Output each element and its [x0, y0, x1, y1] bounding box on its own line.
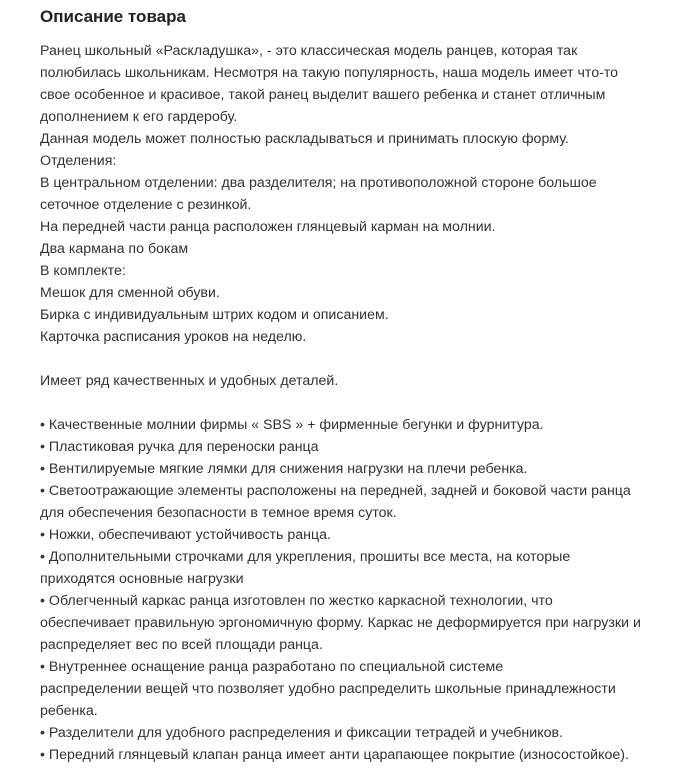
description-line: • Ножки, обеспечивают устойчивость ранца. [40, 527, 331, 543]
description-line: приходятся основные нагрузки [40, 571, 244, 587]
description-line: • Передний глянцевый клапан ранца имеет анти царапающее покрытие (износостойкое). [40, 747, 629, 763]
description-line: Два кармана по бокам [40, 241, 189, 257]
description-line: полюбилась школьникам. Несмотря на такую популярность, наша модель имеет что-то [40, 65, 619, 81]
description-line: • Качественные молнии фирмы « SBS » + фирменные бегунки и фурнитура. [40, 417, 544, 433]
description-line: • Дополнительными строчками для укрепления, прошиты все места, на которые [40, 549, 571, 565]
description-line: Мешок для сменной обуви. [40, 285, 220, 301]
description-line: Бирка с индивидуальным штрих кодом и описанием. [40, 307, 389, 323]
description-line: • Облегченный каркас ранца изготовлен по жестко каркасной технологии, что [40, 593, 553, 609]
description-line: обеспечивает правильную эргономичную форму. Каркас не деформируется при нагрузки и [40, 615, 641, 631]
description-line: распределяет вес по всей площади ранца. [40, 637, 323, 653]
description-line: • Светоотражающие элементы расположены на передней, задней и боковой части ранца [40, 483, 631, 499]
description-line: Карточка расписания уроков на неделю. [40, 329, 307, 345]
description-line: • Внутреннее оснащение ранца разработано по специальной системе [40, 659, 504, 675]
description-line: ребенка. [40, 703, 98, 719]
description-line: сеточное отделение с резинкой. [40, 197, 252, 213]
description-line: В центральном отделении: два разделителя; на противоположной стороне большое [40, 175, 597, 191]
blank-line [40, 348, 690, 370]
description-line: На передней части ранца расположен глянцевый карман на молнии. [40, 219, 496, 235]
section-title: Описание товара [40, 7, 186, 26]
description-line: дополнением к его гардеробу. [40, 109, 238, 125]
description-body [40, 40, 690, 766]
description-line: • Пластиковая ручка для переноски ранца [40, 439, 319, 455]
description-line: Отделения: [40, 153, 117, 169]
description-line: распределении вещей что позволяет удобно распределить школьные принадлежности [40, 681, 616, 697]
blank-line [40, 392, 690, 414]
description-line: для обеспечения безопасности в темное время суток. [40, 505, 397, 521]
description-line: • Вентилируемые мягкие лямки для снижения нагрузки на плечи ребенка. [40, 461, 528, 477]
description-line: свое особенное и красивое, такой ранец выделит вашего ребенка и станет отличным [40, 87, 606, 103]
description-line: • Разделители для удобного распределения и фиксации тетрадей и учебников. [40, 725, 563, 741]
description-line: Имеет ряд качественных и удобных деталей. [40, 373, 339, 389]
description-line: Ранец школьный «Раскладушка», - это классическая модель ранцев, которая так [40, 43, 578, 59]
description-line: В комплекте: [40, 263, 126, 279]
description-line: Данная модель может полностью раскладываться и принимать плоскую форму. [40, 131, 569, 147]
